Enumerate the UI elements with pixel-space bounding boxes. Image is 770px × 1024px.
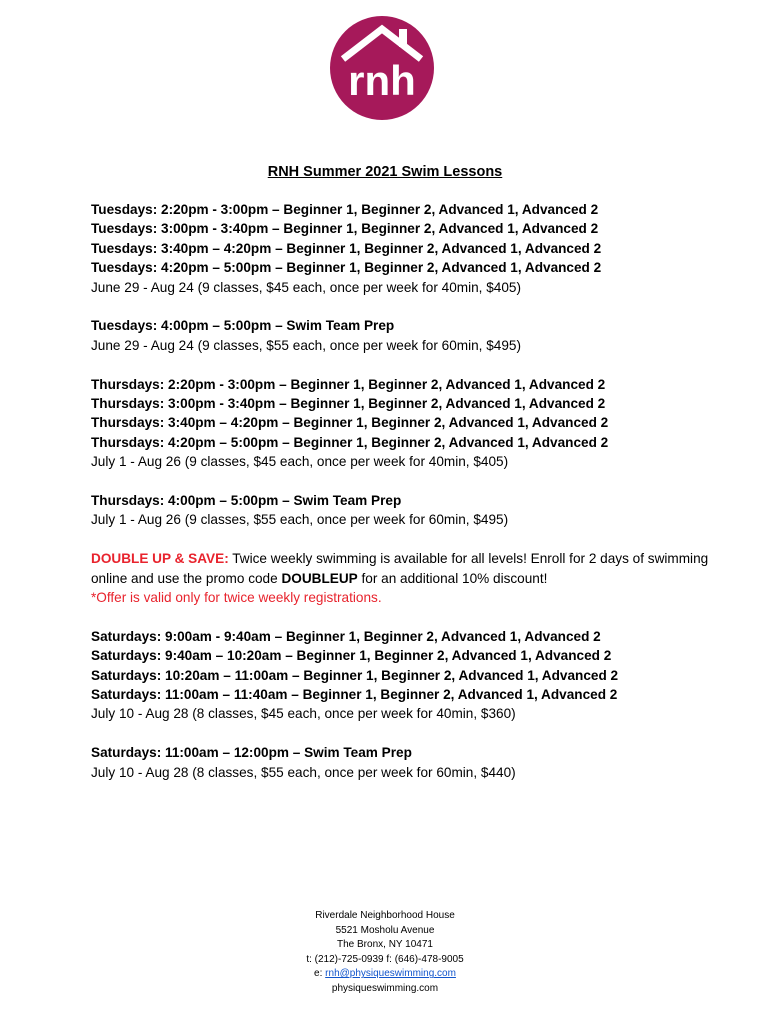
footer-org: Riverdale Neighborhood House bbox=[315, 910, 455, 921]
schedule-detail: June 29 - Aug 24 (9 classes, $55 each, once per week for 60min, $495) bbox=[91, 337, 521, 353]
thursday-group bbox=[91, 375, 731, 472]
schedule-line: Saturdays: 11:00am – 12:00pm – Swim Team Prep bbox=[91, 745, 412, 761]
promo-code: DOUBLEUP bbox=[281, 570, 358, 586]
schedule-detail: July 1 - Aug 26 (9 classes, $55 each, once per week for 60min, $495) bbox=[91, 512, 509, 528]
promo-note: *Offer is valid only for twice weekly registrations. bbox=[91, 590, 382, 606]
saturday-group bbox=[91, 627, 731, 724]
rnh-logo bbox=[329, 15, 435, 121]
footer-email-prefix: e: bbox=[314, 968, 326, 980]
footer-email-line bbox=[0, 967, 770, 982]
schedule-line: Thursdays: 2:20pm - 3:00pm – Beginner 1, Beginner 2, Advanced 1, Advanced 2 bbox=[91, 376, 606, 392]
logo-text: rnh bbox=[348, 57, 416, 104]
tuesday-team-prep-group bbox=[91, 316, 731, 355]
saturday-team-prep-group bbox=[91, 743, 731, 782]
footer-address bbox=[0, 909, 770, 997]
schedule-line: Thursdays: 3:00pm - 3:40pm – Beginner 1, Beginner 2, Advanced 1, Advanced 2 bbox=[91, 396, 606, 412]
schedule-detail: July 10 - Aug 28 (8 classes, $55 each, once per week for 60min, $440) bbox=[91, 764, 516, 780]
schedule-line: Saturdays: 9:00am - 9:40am – Beginner 1, Beginner 2, Advanced 1, Advanced 2 bbox=[91, 628, 601, 644]
page-title: RNH Summer 2021 Swim Lessons bbox=[267, 164, 503, 180]
promo-text bbox=[91, 549, 731, 588]
schedule-line: Saturdays: 11:00am – 11:40am – Beginner 1, Beginner 2, Advanced 1, Advanced 2 bbox=[91, 687, 618, 703]
schedule-line: Tuesdays: 4:00pm – 5:00pm – Swim Team Prep bbox=[91, 318, 395, 334]
promo-text-1: Twice weekly swimming is available for all levels! Enroll for 2 days of swimming online and use the promo code bbox=[91, 551, 709, 586]
schedule-line: Tuesdays: 2:20pm - 3:00pm – Beginner 1, Beginner 2, Advanced 1, Advanced 2 bbox=[91, 202, 599, 217]
schedule-line: Thursdays: 4:20pm – 5:00pm – Beginner 1, Beginner 2, Advanced 1, Advanced 2 bbox=[91, 434, 609, 450]
schedule-line: Tuesdays: 4:20pm – 5:00pm – Beginner 1, Beginner 2, Advanced 1, Advanced 2 bbox=[91, 260, 602, 276]
schedule-line: Saturdays: 10:20am – 11:00am – Beginner 1, Beginner 2, Advanced 1, Advanced 2 bbox=[91, 667, 619, 683]
schedule-line: Tuesdays: 3:40pm – 4:20pm – Beginner 1, Beginner 2, Advanced 1, Advanced 2 bbox=[91, 240, 602, 256]
schedule-line: Saturdays: 9:40am – 10:20am – Beginner 1, Beginner 2, Advanced 1, Advanced 2 bbox=[91, 648, 612, 664]
schedule-line: Thursdays: 3:40pm – 4:20pm – Beginner 1, Beginner 2, Advanced 1, Advanced 2 bbox=[91, 415, 609, 431]
thursday-team-prep-group bbox=[91, 491, 731, 530]
promo-block bbox=[91, 549, 731, 607]
footer-street: 5521 Mosholu Avenue bbox=[335, 924, 435, 936]
promo-text-2: for an additional 10% discount! bbox=[357, 570, 548, 586]
schedule-content bbox=[91, 200, 731, 782]
email-link[interactable]: rnh@physiqueswimming.com bbox=[325, 968, 456, 980]
footer-city: The Bronx, NY 10471 bbox=[337, 939, 433, 951]
footer-website[interactable]: physiqueswimming.com bbox=[331, 982, 439, 994]
schedule-line: Thursdays: 4:00pm – 5:00pm – Swim Team Prep bbox=[91, 493, 402, 509]
schedule-line: Tuesdays: 3:00pm - 3:40pm – Beginner 1, Beginner 2, Advanced 1, Advanced 2 bbox=[91, 221, 599, 237]
footer-phone: t: (212)-725-0939 f: (646)-478-9005 bbox=[306, 953, 464, 965]
tuesday-group bbox=[91, 200, 731, 297]
schedule-detail: June 29 - Aug 24 (9 classes, $45 each, once per week for 40min, $405) bbox=[91, 279, 521, 295]
schedule-detail: July 10 - Aug 28 (8 classes, $45 each, once per week for 40min, $360) bbox=[91, 706, 516, 722]
promo-label: DOUBLE UP & SAVE: bbox=[91, 551, 229, 567]
schedule-detail: July 1 - Aug 26 (9 classes, $45 each, once per week for 40min, $405) bbox=[91, 454, 509, 470]
